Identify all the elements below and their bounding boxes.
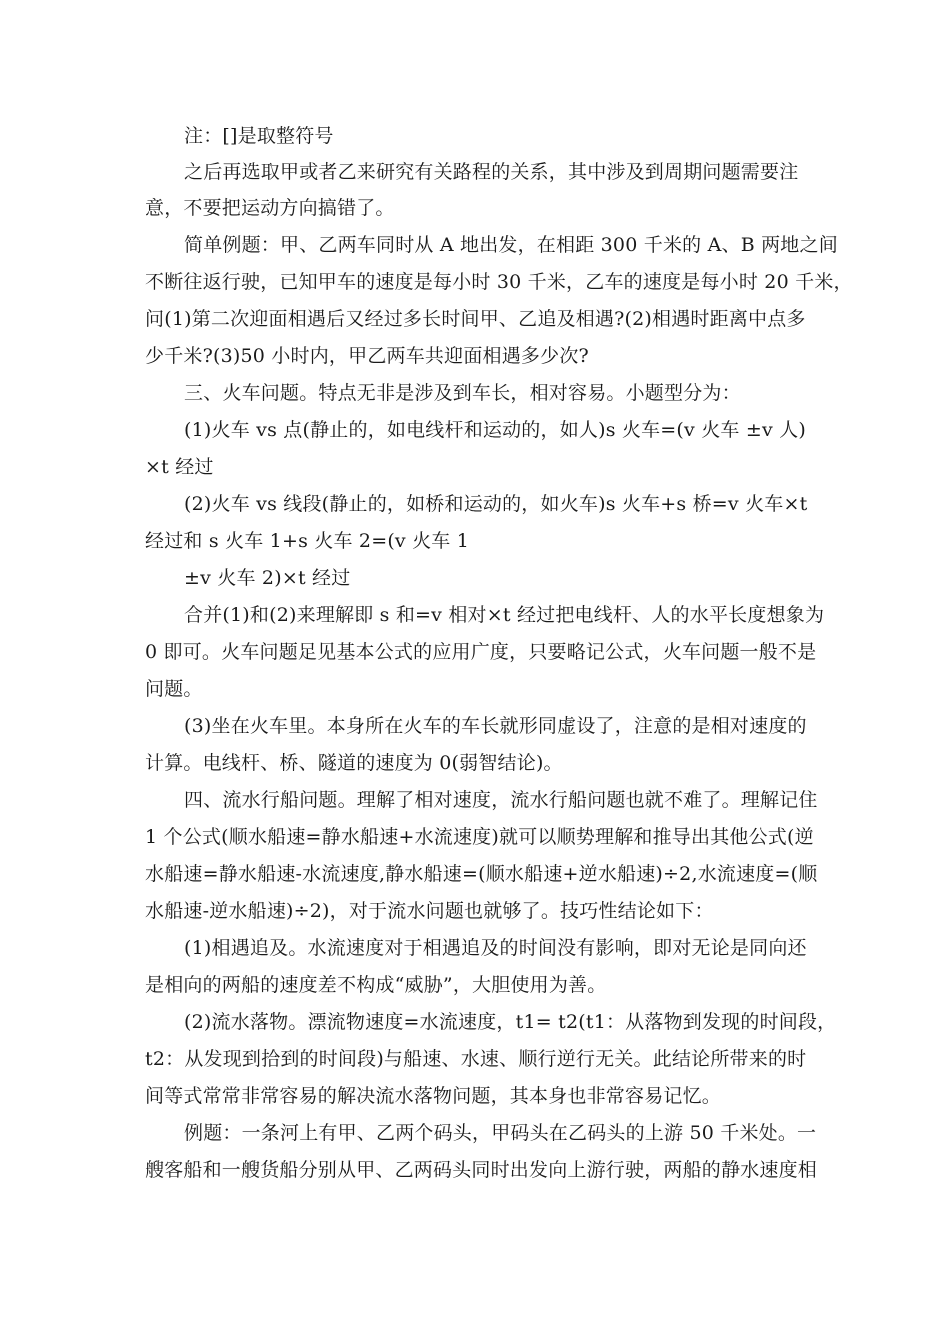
- paragraph-line: 问题。: [145, 678, 203, 700]
- paragraph-line: 之后再选取甲或者乙来研究有关路程的关系，其中涉及到周期问题需要注: [184, 161, 799, 183]
- note-rounding-symbol: 注：[]是取整符号: [184, 125, 334, 147]
- paragraph-line: ×t 经过: [145, 456, 214, 478]
- paragraph-line: 1 个公式(顺水船速=静水船速+水流速度)就可以顺势理解和推导出其他公式(逆: [145, 826, 814, 848]
- paragraph-line: t2：从发现到拾到的时间段)与船速、水速、顺行逆行无关。此结论所带来的时: [145, 1048, 807, 1070]
- paragraph-line: ±v 火车 2)×t 经过: [184, 567, 351, 589]
- paragraph-line: (1)相遇追及。水流速度对于相遇追及的时间没有影响，即对无论是同向还: [184, 937, 807, 959]
- paragraph-line: 水船速=静水船速-水流速度,静水船速=(顺水船速+逆水船速)÷2,水流速度=(顺: [145, 863, 818, 885]
- paragraph-line: 间等式常常非常容易的解决流水落物问题，其本身也非常容易记忆。: [145, 1085, 722, 1107]
- paragraph-line: 经过和 s 火车 1+s 火车 2=(v 火车 1: [145, 530, 470, 552]
- paragraph-line: (2)火车 vs 线段(静止的，如桥和运动的，如火车)s 火车+s 桥=v 火车×t: [184, 493, 808, 515]
- paragraph-line: 少千米?(3)50 小时内，甲乙两车共迎面相遇多少次?: [145, 345, 589, 367]
- paragraph-line: 是相向的两船的速度差不构成“威胁”，大胆使用为善。: [145, 974, 607, 996]
- paragraph-line: (1)火车 vs 点(静止的，如电线杆和运动的，如人)s 火车=(v 火车 ±v 人): [184, 419, 806, 441]
- paragraph-line: 问(1)第二次迎面相遇后又经过多长时间甲、乙追及相遇?(2)相遇时距离中点多: [145, 308, 806, 330]
- paragraph-line: 水船速-逆水船速)÷2)，对于流水问题也就够了。技巧性结论如下：: [145, 900, 714, 922]
- section-heading-boat: 四、流水行船问题。理解了相对速度，流水行船问题也就不难了。理解记住: [184, 789, 818, 811]
- paragraph-line: (3)坐在火车里。本身所在火车的车长就形同虚设了，注意的是相对速度的: [184, 715, 807, 737]
- paragraph-line: 合并(1)和(2)来理解即 s 和=v 相对×t 经过把电线杆、人的水平长度想象为: [184, 604, 825, 626]
- paragraph-line: 简单例题：甲、乙两车同时从 A 地出发，在相距 300 千米的 A、B 两地之间: [184, 234, 838, 256]
- paragraph-line: 艘客船和一艘货船分别从甲、乙两码头同时出发向上游行驶，两船的静水速度相: [145, 1159, 818, 1181]
- paragraph-line: 不断往返行驶，已知甲车的速度是每小时 30 千米，乙车的速度是每小时 20 千米，: [145, 271, 853, 293]
- paragraph-line: 计算。电线杆、桥、隧道的速度为 0(弱智结论)。: [145, 752, 563, 774]
- paragraph-line: (2)流水落物。漂流物速度=水流速度，t1= t2(t1：从落物到发现的时间段，: [184, 1011, 837, 1033]
- paragraph-line: 例题：一条河上有甲、乙两个码头，甲码头在乙码头的上游 50 千米处。一: [184, 1122, 817, 1144]
- paragraph-line: 0 即可。火车问题足见基本公式的应用广度，只要略记公式，火车问题一般不是: [145, 641, 817, 663]
- section-heading-train: 三、火车问题。特点无非是涉及到车长，相对容易。小题型分为：: [184, 382, 741, 404]
- paragraph-line: 意，不要把运动方向搞错了。: [145, 197, 395, 219]
